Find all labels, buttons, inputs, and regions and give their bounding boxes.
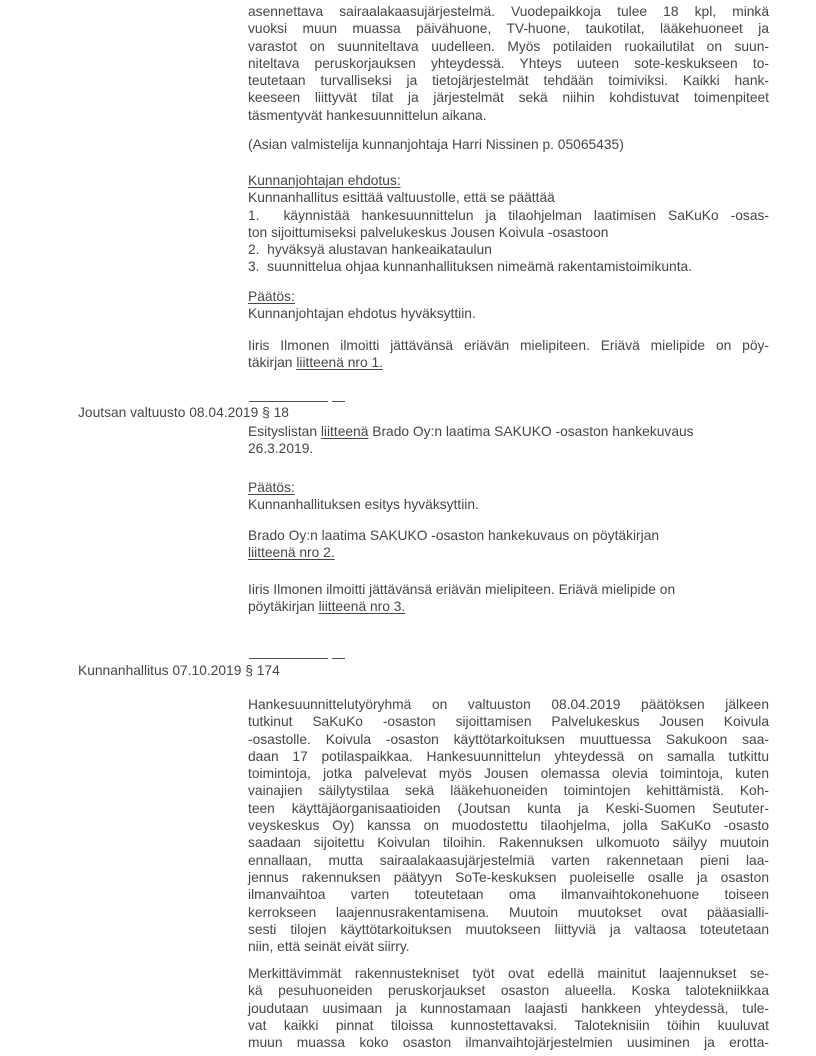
hallitus-paragraph-2 — [248, 965, 769, 1051]
dissent-line — [248, 354, 769, 371]
text-line: tutkinut SaKuKo -osaston sijoittamisen Palvelukeskus Jousen Koivula — [248, 714, 769, 730]
dissent-line — [248, 598, 769, 615]
proposal-block — [248, 172, 769, 276]
text-line: joudutaan uusimaan ja kunnostamaan laajasti hankkeen yhteydessä, tule- — [248, 1000, 769, 1016]
preparer-note: (Asian valmistelija kunnanjohtaja Harri Nissinen p. 05065435) — [248, 137, 624, 152]
text-line: ilmanvaihtoa varten toteutetaan oma ilmanvaihtokonehuone toiseen — [248, 887, 769, 903]
dissent-note-1 — [248, 337, 769, 372]
text-line: vat kaikki pinnat tiloissa kunnostettavaksi. Taloteknisiin töihin kuuluvat — [248, 1017, 769, 1033]
section-separator — [249, 658, 345, 660]
decision-block-2 — [248, 479, 769, 514]
attachment-date: 26.3.2019. — [248, 441, 314, 457]
section-separator — [249, 401, 345, 403]
text-line: niteltava peruskorjauksen yhteydessä. Yhteys uuteen sote-keskukseen to- — [248, 55, 769, 71]
attachment-line — [248, 423, 769, 440]
text-line: vuoksi muun muassa päivähuone, TV-huone, taukotilat, lääkehuoneet ja — [248, 21, 769, 37]
text-line: muun muassa koko osaston ilmanvaihtojärjestelmien uusiminen ja erotta- — [248, 1035, 769, 1051]
attachment-note — [248, 423, 769, 458]
proposal-intro: Kunnanhallitus esittää valtuustolle, että se päättää — [248, 190, 555, 206]
text-line: Merkittävimmät rakennustekniset työt ovat edellä mainitut laajennukset se- — [248, 966, 769, 981]
text-line: daan 17 potilaspaikkaa. Hankesuunnittelun yhteydessä on samalla tutkittu — [248, 748, 769, 764]
attachment-reference: liitteenä nro 1. — [296, 355, 383, 371]
section-heading-valtuusto: Joutsan valtuusto 08.04.2019 § 18 — [78, 405, 289, 420]
proposal-item-line: 1. käynnistää hankesuunnittelun ja tilaohjelman laatimisen SaKuKo -osas- — [248, 207, 769, 223]
brado-line — [248, 544, 769, 561]
proposal-item-line: 2. hyväksyä alustavan hankeaikataulun — [248, 242, 492, 258]
text-line: keeseen liittyvät tilat ja järjestelmät sekä niihin kohdistuvat toimenpiteet — [248, 90, 769, 106]
attachment-text: Brado Oy:n laatima SAKUKO -osaston hankekuvaus — [368, 424, 694, 439]
decision-text: Kunnanhallituksen esitys hyväksyttiin. — [248, 497, 479, 513]
separator-line — [249, 658, 328, 659]
text-line: veyskeskus Oy) kanssa on muodostettu tilaohjelma, jolla SaKuKo -osasto — [248, 818, 769, 834]
text-line: Hankesuunnittelutyöryhmä on valtuuston 08.04.2019 päätöksen jälkeen — [248, 697, 769, 712]
separator-line — [332, 401, 345, 402]
text-line: teutetaan turvalliseksi ja tietojärjestelmät tehdään toimiviksi. Kaikki hank- — [248, 73, 769, 89]
text-line: kä pesuhuoneiden peruskorjaukset osaston alueella. Koska talotekniikkaa — [248, 983, 769, 999]
text-line: saadaan sijoitettu Koivulan tiloihin. Rakennuksen ulkomuoto säilyy muutoin — [248, 835, 769, 851]
hallitus-paragraph-1 — [248, 696, 769, 955]
decision-heading: Päätös: — [248, 480, 295, 495]
text-line: -osastolle. Koivula -osaston käyttötarkoituksen muuttuessa Sakukoon saa- — [248, 731, 769, 747]
section-heading-kunnanhallitus: Kunnanhallitus 07.10.2019 § 174 — [78, 663, 280, 678]
separator-line — [332, 658, 345, 659]
attachment-reference: liitteenä nro 3. — [318, 599, 406, 615]
proposal-heading: Kunnanjohtajan ehdotus: — [248, 173, 401, 188]
continuation-paragraph — [248, 3, 769, 124]
dissent-note-2 — [248, 581, 769, 616]
attachment-reference: liitteenä nro 2. — [248, 545, 335, 561]
dissent-line: Iiris Ilmonen ilmoitti jättävänsä eriävän mielipiteen. Eriävä mielipide on pöy- — [248, 338, 769, 353]
dissent-text: täkirjan — [248, 355, 297, 371]
text-line: täsmentyvät hankesuunnittelun aikana. — [248, 107, 487, 123]
dissent-text: pöytäkirjan — [248, 599, 319, 615]
text-line: sesti tilojen käyttötarkoituksen muutokseen liittyviä ja valtaosa toteutetaan — [248, 921, 769, 937]
brado-attachment-note — [248, 527, 769, 562]
text-line: kerrokseen laajennusrakentamisena. Muutoin muutokset ovat pääasialli- — [248, 904, 769, 920]
decision-text: Kunnanjohtajan ehdotus hyväksyttiin. — [248, 306, 476, 322]
attachment-reference: liitteenä — [320, 424, 369, 439]
text-line: varastot on suunniteltava uudelleen. Myös potilaiden ruokailutilat on suun- — [248, 38, 769, 54]
text-line: teen käyttäjäorganisaatioiden (Joutsan kunta ja Keski-Suomen Seututer- — [248, 800, 769, 816]
text-line: toimintoja, jotka palvelevat myös Jousen olemassa olevia toimintoja, kuten — [248, 766, 769, 782]
text-line: niin, että seinät eivät siirry. — [248, 939, 410, 955]
separator-line — [249, 401, 328, 402]
text-line: vainajien säilytystilaa sekä lääkehuoneiden toimintojen kehittämistä. Koh- — [248, 783, 769, 799]
text-line: ennallaan, mutta sairaalakaasujärjestelmiä varten rakennetaan pieni laa- — [248, 852, 769, 868]
proposal-item-line: ton sijoittumiseksi palvelukeskus Jousen Koivula -osastoon — [248, 224, 609, 240]
text-line: jennus rakennuksen päätyyn SoTe-keskuksen puoleiselle osalle ja osaston — [248, 869, 769, 885]
decision-block-1 — [248, 288, 769, 323]
proposal-item-line: 3. suunnittelua ohjaa kunnanhallituksen nimeämä rakentamistoimikunta. — [248, 259, 693, 275]
brado-line: Brado Oy:n laatima SAKUKO -osaston hankekuvaus on pöytäkirjan — [248, 528, 660, 543]
attachment-text: Esityslistan — [248, 424, 321, 439]
dissent-line: Iiris Ilmonen ilmoitti jättävänsä eriävän mielipiteen. Eriävä mielipide on — [248, 582, 676, 597]
text-line: asennettava sairaalakaasujärjestelmä. Vuodepaikkoja tulee 18 kpl, minkä — [248, 4, 769, 19]
decision-heading: Päätös: — [248, 289, 295, 304]
